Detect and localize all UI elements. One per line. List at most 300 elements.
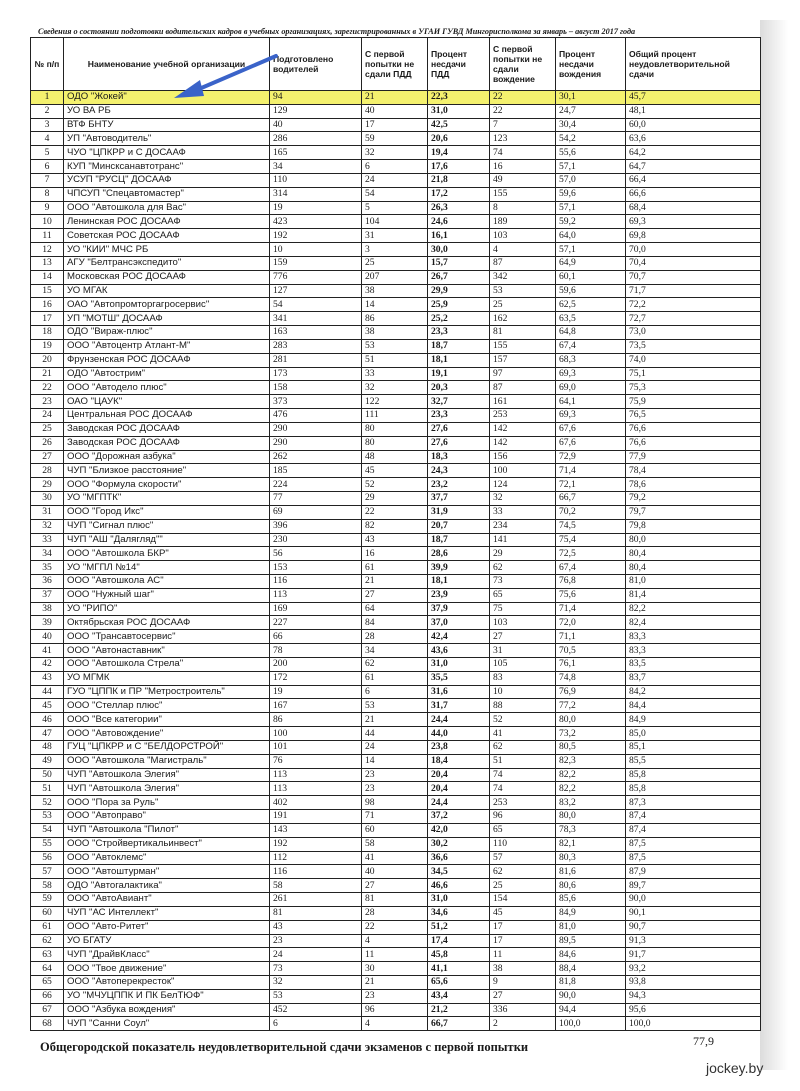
row-number: 66: [31, 989, 64, 1003]
driving-fail-percent: 64,9: [556, 256, 626, 270]
theory-fail-percent: 43,6: [428, 644, 490, 658]
total-fail-percent: 73,5: [626, 339, 761, 353]
failed-theory-count: 25: [362, 256, 428, 270]
trained-count: 192: [270, 837, 362, 851]
row-number: 11: [31, 229, 64, 243]
trained-count: 113: [270, 782, 362, 796]
site-watermark: jockey.by: [706, 1060, 764, 1076]
total-fail-percent: 80,0: [626, 533, 761, 547]
failed-driving-count: 154: [490, 893, 556, 907]
trained-count: 10: [270, 243, 362, 257]
failed-theory-count: 53: [362, 339, 428, 353]
driving-fail-percent: 72,5: [556, 547, 626, 561]
theory-fail-percent: 31,0: [428, 104, 490, 118]
total-fail-percent: 82,2: [626, 602, 761, 616]
row-number: 19: [31, 339, 64, 353]
row-number: 35: [31, 561, 64, 575]
trained-count: 143: [270, 823, 362, 837]
driving-fail-percent: 59,6: [556, 284, 626, 298]
trained-count: 230: [270, 533, 362, 547]
driving-fail-percent: 59,6: [556, 187, 626, 201]
row-number: 56: [31, 851, 64, 865]
organization-name: ЧУП "АШ "Далягляд"": [64, 533, 270, 547]
theory-fail-percent: 34,5: [428, 865, 490, 879]
row-number: 47: [31, 727, 64, 741]
failed-theory-count: 45: [362, 464, 428, 478]
failed-driving-count: 22: [490, 104, 556, 118]
table-row: [31, 989, 761, 1003]
driving-fail-percent: 82,2: [556, 768, 626, 782]
failed-theory-count: 122: [362, 395, 428, 409]
organization-name: УО ВА РБ: [64, 104, 270, 118]
failed-theory-count: 86: [362, 312, 428, 326]
organization-name: Советская РОС ДОСААФ: [64, 229, 270, 243]
driving-fail-percent: 80,5: [556, 740, 626, 754]
organization-name: ООО "Автоклемс": [64, 851, 270, 865]
theory-fail-percent: 20,4: [428, 782, 490, 796]
failed-driving-count: 161: [490, 395, 556, 409]
failed-theory-count: 111: [362, 409, 428, 423]
driving-fail-percent: 72,0: [556, 616, 626, 630]
organization-name: АГУ "Белтрансэкспедито": [64, 256, 270, 270]
organization-name: ООО "Стеллар плюс": [64, 699, 270, 713]
failed-theory-count: 53: [362, 699, 428, 713]
row-number: 1: [31, 91, 64, 105]
driving-fail-percent: 59,2: [556, 215, 626, 229]
theory-fail-percent: 17,6: [428, 160, 490, 174]
failed-driving-count: 62: [490, 561, 556, 575]
total-fail-percent: 78,4: [626, 464, 761, 478]
table-row: [31, 920, 761, 934]
failed-driving-count: 45: [490, 906, 556, 920]
driving-fail-percent: 81,6: [556, 865, 626, 879]
row-number: 22: [31, 381, 64, 395]
table-row: [31, 740, 761, 754]
driving-fail-percent: 57,1: [556, 201, 626, 215]
row-number: 29: [31, 478, 64, 492]
total-fail-percent: 87,4: [626, 810, 761, 824]
theory-fail-percent: 18,7: [428, 339, 490, 353]
row-number: 59: [31, 893, 64, 907]
driving-fail-percent: 76,9: [556, 685, 626, 699]
total-fail-percent: 83,3: [626, 630, 761, 644]
driving-fail-percent: 63,5: [556, 312, 626, 326]
trained-count: 66: [270, 630, 362, 644]
trained-count: 159: [270, 256, 362, 270]
table-row: [31, 464, 761, 478]
failed-theory-count: 51: [362, 353, 428, 367]
header-pct-driving: Процент несдачи вождения: [556, 38, 626, 91]
theory-fail-percent: 25,9: [428, 298, 490, 312]
failed-driving-count: 32: [490, 492, 556, 506]
table-row: [31, 630, 761, 644]
driving-fail-percent: 30,1: [556, 91, 626, 105]
failed-driving-count: 65: [490, 823, 556, 837]
row-number: 42: [31, 657, 64, 671]
table-row: [31, 671, 761, 685]
driving-fail-percent: 90,0: [556, 989, 626, 1003]
failed-theory-count: 28: [362, 906, 428, 920]
driving-fail-percent: 78,3: [556, 823, 626, 837]
row-number: 54: [31, 823, 64, 837]
total-fail-percent: 60,0: [626, 118, 761, 132]
row-number: 23: [31, 395, 64, 409]
row-number: 7: [31, 173, 64, 187]
theory-fail-percent: 23,2: [428, 478, 490, 492]
failed-driving-count: 62: [490, 865, 556, 879]
total-fail-percent: 64,7: [626, 160, 761, 174]
row-number: 10: [31, 215, 64, 229]
header-failed-driving: С первой попытки не сдали вождение: [490, 38, 556, 91]
driving-fail-percent: 75,4: [556, 533, 626, 547]
theory-fail-percent: 19,1: [428, 367, 490, 381]
total-fail-percent: 79,8: [626, 519, 761, 533]
total-fail-percent: 48,1: [626, 104, 761, 118]
organization-name: ЧУП "АС Интеллект": [64, 906, 270, 920]
failed-driving-count: 25: [490, 879, 556, 893]
failed-driving-count: 75: [490, 602, 556, 616]
trained-count: 341: [270, 312, 362, 326]
total-fail-percent: 90,1: [626, 906, 761, 920]
driving-fail-percent: 72,9: [556, 450, 626, 464]
total-fail-percent: 94,3: [626, 989, 761, 1003]
row-number: 40: [31, 630, 64, 644]
trained-count: 127: [270, 284, 362, 298]
organization-name: ООО "Автоперекресток": [64, 976, 270, 990]
organization-name: ООО "Нужный шаг": [64, 588, 270, 602]
organization-name: ООО "Город Икс": [64, 505, 270, 519]
total-fail-percent: 81,4: [626, 588, 761, 602]
organization-name: ООО "Автонаставник": [64, 644, 270, 658]
trained-count: 100: [270, 727, 362, 741]
failed-driving-count: 103: [490, 229, 556, 243]
total-fail-percent: 66,4: [626, 173, 761, 187]
citywide-indicator-value: 77,9: [693, 1034, 714, 1048]
theory-fail-percent: 18,1: [428, 574, 490, 588]
table-row: [31, 450, 761, 464]
total-fail-percent: 83,7: [626, 671, 761, 685]
trained-count: 110: [270, 173, 362, 187]
organization-name: Центральная РОС ДОСААФ: [64, 409, 270, 423]
row-number: 39: [31, 616, 64, 630]
failed-driving-count: 156: [490, 450, 556, 464]
total-fail-percent: 87,5: [626, 837, 761, 851]
theory-fail-percent: 26,3: [428, 201, 490, 215]
total-fail-percent: 76,5: [626, 409, 761, 423]
trained-count: 73: [270, 962, 362, 976]
failed-driving-count: 253: [490, 796, 556, 810]
total-fail-percent: 85,8: [626, 768, 761, 782]
failed-theory-count: 40: [362, 104, 428, 118]
total-fail-percent: 72,7: [626, 312, 761, 326]
driving-fail-percent: 83,2: [556, 796, 626, 810]
theory-fail-percent: 37,2: [428, 810, 490, 824]
organization-name: УО БГАТУ: [64, 934, 270, 948]
failed-driving-count: 57: [490, 851, 556, 865]
organization-name: ЧУП "ДрайвКласс": [64, 948, 270, 962]
row-number: 43: [31, 671, 64, 685]
failed-theory-count: 44: [362, 727, 428, 741]
failed-driving-count: 17: [490, 934, 556, 948]
table-row: [31, 657, 761, 671]
row-number: 60: [31, 906, 64, 920]
driving-fail-percent: 81,8: [556, 976, 626, 990]
failed-driving-count: 110: [490, 837, 556, 851]
failed-driving-count: 155: [490, 187, 556, 201]
table-row: [31, 948, 761, 962]
table-row: [31, 326, 761, 340]
trained-count: 402: [270, 796, 362, 810]
failed-theory-count: 5: [362, 201, 428, 215]
failed-theory-count: 58: [362, 837, 428, 851]
trained-count: 185: [270, 464, 362, 478]
table-row: [31, 146, 761, 160]
driving-fail-percent: 94,4: [556, 1003, 626, 1017]
total-fail-percent: 93,8: [626, 976, 761, 990]
organization-name: ООО "Автошкола для Вас": [64, 201, 270, 215]
table-row: [31, 574, 761, 588]
failed-driving-count: 142: [490, 436, 556, 450]
row-number: 15: [31, 284, 64, 298]
driving-fail-percent: 57,0: [556, 173, 626, 187]
failed-driving-count: 62: [490, 740, 556, 754]
row-number: 37: [31, 588, 64, 602]
theory-fail-percent: 23,8: [428, 740, 490, 754]
organization-name: ООО "Азбука вождения": [64, 1003, 270, 1017]
row-number: 28: [31, 464, 64, 478]
failed-theory-count: 30: [362, 962, 428, 976]
total-fail-percent: 85,1: [626, 740, 761, 754]
organization-name: ООО "Автошкола "Магистраль": [64, 754, 270, 768]
driving-fail-percent: 64,8: [556, 326, 626, 340]
failed-theory-count: 21: [362, 574, 428, 588]
organization-name: ЧУО "ЦПКРР и С ДОСААФ: [64, 146, 270, 160]
table-row: [31, 754, 761, 768]
trained-count: 172: [270, 671, 362, 685]
table-row: [31, 602, 761, 616]
total-fail-percent: 93,2: [626, 962, 761, 976]
failed-driving-count: 41: [490, 727, 556, 741]
page-shadow: [760, 20, 788, 1070]
theory-fail-percent: 23,3: [428, 326, 490, 340]
trained-count: 290: [270, 436, 362, 450]
total-fail-percent: 100,0: [626, 1017, 761, 1031]
row-number: 68: [31, 1017, 64, 1031]
table-row: [31, 616, 761, 630]
failed-driving-count: 51: [490, 754, 556, 768]
trained-count: 112: [270, 851, 362, 865]
total-fail-percent: 82,4: [626, 616, 761, 630]
trained-count: 192: [270, 229, 362, 243]
trained-count: 78: [270, 644, 362, 658]
theory-fail-percent: 42,4: [428, 630, 490, 644]
trained-count: 776: [270, 270, 362, 284]
organization-name: ООО "АвтоАвиант": [64, 893, 270, 907]
table-row: [31, 865, 761, 879]
failed-driving-count: 27: [490, 630, 556, 644]
failed-theory-count: 60: [362, 823, 428, 837]
trained-count: 227: [270, 616, 362, 630]
failed-theory-count: 82: [362, 519, 428, 533]
organization-name: ОДО "Автострим": [64, 367, 270, 381]
organization-name: УП "Автоводитель": [64, 132, 270, 146]
total-fail-percent: 64,2: [626, 146, 761, 160]
total-fail-percent: 66,6: [626, 187, 761, 201]
failed-driving-count: 49: [490, 173, 556, 187]
driving-fail-percent: 82,2: [556, 782, 626, 796]
table-row: [31, 727, 761, 741]
theory-fail-percent: 24,6: [428, 215, 490, 229]
theory-fail-percent: 18,3: [428, 450, 490, 464]
trained-count: 191: [270, 810, 362, 824]
failed-driving-count: 100: [490, 464, 556, 478]
driving-fail-percent: 68,3: [556, 353, 626, 367]
driving-fail-percent: 71,1: [556, 630, 626, 644]
total-fail-percent: 77,9: [626, 450, 761, 464]
theory-fail-percent: 30,0: [428, 243, 490, 257]
failed-theory-count: 23: [362, 782, 428, 796]
theory-fail-percent: 21,2: [428, 1003, 490, 1017]
row-number: 16: [31, 298, 64, 312]
row-number: 45: [31, 699, 64, 713]
failed-theory-count: 21: [362, 91, 428, 105]
trained-count: 94: [270, 91, 362, 105]
row-number: 33: [31, 533, 64, 547]
organization-name: ОДО "Жокей": [64, 91, 270, 105]
table-row: [31, 685, 761, 699]
total-fail-percent: 85,0: [626, 727, 761, 741]
theory-fail-percent: 24,3: [428, 464, 490, 478]
trained-count: 23: [270, 934, 362, 948]
failed-driving-count: 123: [490, 132, 556, 146]
table-row: [31, 893, 761, 907]
trained-count: 262: [270, 450, 362, 464]
results-table: [30, 37, 761, 1031]
total-fail-percent: 89,7: [626, 879, 761, 893]
driving-fail-percent: 80,0: [556, 713, 626, 727]
driving-fail-percent: 69,0: [556, 381, 626, 395]
table-row: [31, 422, 761, 436]
driving-fail-percent: 67,6: [556, 436, 626, 450]
table-row: [31, 782, 761, 796]
total-fail-percent: 84,2: [626, 685, 761, 699]
driving-fail-percent: 73,2: [556, 727, 626, 741]
trained-count: 40: [270, 118, 362, 132]
trained-count: 165: [270, 146, 362, 160]
organization-name: ГУЦ "ЦПКРР и С "БЕЛДОРСТРОЙ": [64, 740, 270, 754]
table-row: [31, 505, 761, 519]
driving-fail-percent: 84,9: [556, 906, 626, 920]
failed-theory-count: 52: [362, 478, 428, 492]
driving-fail-percent: 69,3: [556, 409, 626, 423]
failed-driving-count: 342: [490, 270, 556, 284]
organization-name: ООО "Автоправо": [64, 810, 270, 824]
failed-theory-count: 43: [362, 533, 428, 547]
failed-theory-count: 31: [362, 229, 428, 243]
organization-name: ОАО "Автопромторгагросервис": [64, 298, 270, 312]
total-fail-percent: 72,2: [626, 298, 761, 312]
total-fail-percent: 78,6: [626, 478, 761, 492]
row-number: 17: [31, 312, 64, 326]
organization-name: ООО "Автошкола АС": [64, 574, 270, 588]
theory-fail-percent: 23,9: [428, 588, 490, 602]
organization-name: ОДО "Автогалактика": [64, 879, 270, 893]
row-number: 62: [31, 934, 64, 948]
failed-driving-count: 4: [490, 243, 556, 257]
trained-count: 101: [270, 740, 362, 754]
trained-count: 281: [270, 353, 362, 367]
row-number: 24: [31, 409, 64, 423]
driving-fail-percent: 80,6: [556, 879, 626, 893]
failed-theory-count: 32: [362, 381, 428, 395]
organization-name: ГУО "ЦППК и ПР "Метростроитель": [64, 685, 270, 699]
driving-fail-percent: 82,3: [556, 754, 626, 768]
failed-theory-count: 59: [362, 132, 428, 146]
theory-fail-percent: 31,0: [428, 893, 490, 907]
driving-fail-percent: 69,3: [556, 367, 626, 381]
organization-name: ООО "Автовождение": [64, 727, 270, 741]
organization-name: ООО "Трансавтосервис": [64, 630, 270, 644]
pointer-arrow-icon: [170, 52, 280, 102]
failed-driving-count: 124: [490, 478, 556, 492]
organization-name: ООО "Твое движение": [64, 962, 270, 976]
row-number: 64: [31, 962, 64, 976]
row-number: 53: [31, 810, 64, 824]
organization-name: ОДО "Вираж-плюс": [64, 326, 270, 340]
failed-theory-count: 104: [362, 215, 428, 229]
trained-count: 423: [270, 215, 362, 229]
total-fail-percent: 45,7: [626, 91, 761, 105]
total-fail-percent: 73,0: [626, 326, 761, 340]
failed-theory-count: 6: [362, 160, 428, 174]
driving-fail-percent: 72,1: [556, 478, 626, 492]
trained-count: 34: [270, 160, 362, 174]
theory-fail-percent: 22,3: [428, 91, 490, 105]
trained-count: 261: [270, 893, 362, 907]
trained-count: 19: [270, 201, 362, 215]
failed-theory-count: 62: [362, 657, 428, 671]
failed-theory-count: 64: [362, 602, 428, 616]
theory-fail-percent: 18,7: [428, 533, 490, 547]
theory-fail-percent: 25,2: [428, 312, 490, 326]
failed-theory-count: 32: [362, 146, 428, 160]
failed-driving-count: 83: [490, 671, 556, 685]
driving-fail-percent: 74,5: [556, 519, 626, 533]
total-fail-percent: 63,6: [626, 132, 761, 146]
header-pct-total: Общий процент неудовлетворительной сдачи: [626, 38, 761, 91]
row-number: 2: [31, 104, 64, 118]
row-number: 61: [31, 920, 64, 934]
failed-driving-count: 74: [490, 768, 556, 782]
failed-driving-count: 141: [490, 533, 556, 547]
table-row: [31, 588, 761, 602]
theory-fail-percent: 27,6: [428, 422, 490, 436]
driving-fail-percent: 30,4: [556, 118, 626, 132]
table-row: [31, 339, 761, 353]
total-fail-percent: 69,3: [626, 215, 761, 229]
trained-count: 158: [270, 381, 362, 395]
table-header-row: [31, 38, 761, 91]
trained-count: 476: [270, 409, 362, 423]
failed-driving-count: 162: [490, 312, 556, 326]
header-failed-theory: С первой попытки не сдали ПДД: [362, 38, 428, 91]
trained-count: 169: [270, 602, 362, 616]
trained-count: 452: [270, 1003, 362, 1017]
organization-name: Заводская РОС ДОСААФ: [64, 422, 270, 436]
driving-fail-percent: 62,5: [556, 298, 626, 312]
table-row: [31, 713, 761, 727]
table-row: [31, 409, 761, 423]
